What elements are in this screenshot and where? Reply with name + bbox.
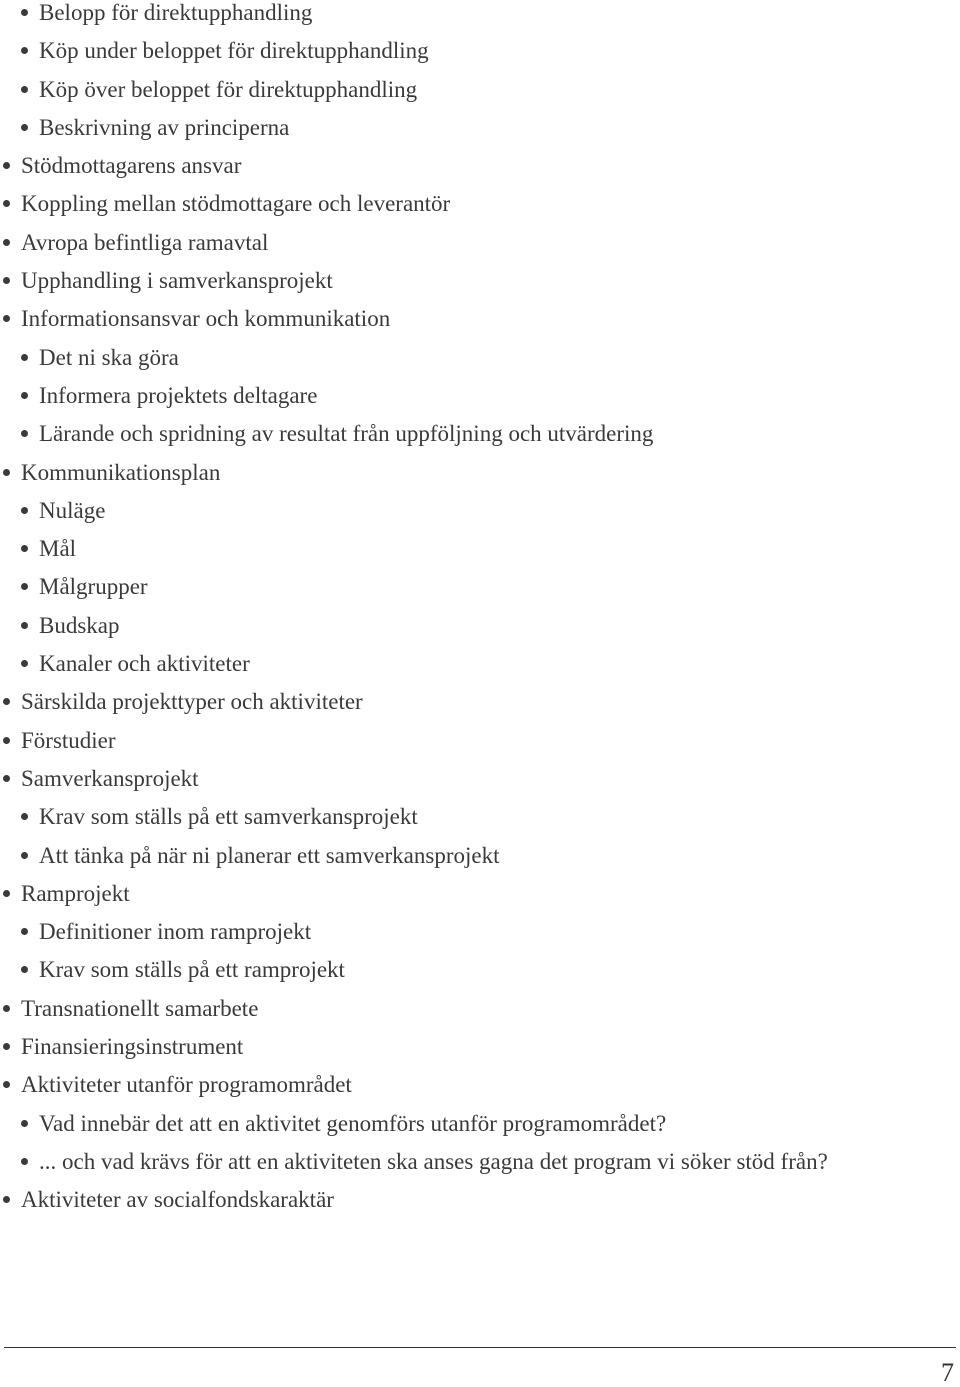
toc-subentry [0,345,940,383]
toc-entry-label: Stödmottagarens ansvar [21,153,242,179]
bullet-icon [3,775,10,782]
bullet-icon [21,928,28,935]
toc-subentry [0,613,940,651]
bullet-icon [21,430,28,437]
bullet-icon [21,966,28,973]
bullet-icon [21,1158,28,1165]
toc-subentry [0,38,940,76]
toc-entry [0,460,940,498]
toc-subentry [0,421,940,459]
toc-entry-label: Avropa befintliga ramavtal [21,229,269,255]
bullet-icon [3,737,10,744]
bullet-icon [21,622,28,629]
toc-entry-label: Finansieringsinstrument [21,1034,244,1060]
toc-subentry [0,843,940,881]
toc-entry-label: ... och vad krävs för att en aktiviteten ska anses gagna det program vi söker stöd från? [39,1148,828,1174]
toc-subentry [0,0,940,38]
toc-subentry [0,115,940,153]
toc-entry [0,268,940,306]
toc-subentry [0,536,940,574]
toc-subentry [0,1149,940,1187]
toc-entry-label: Vad innebär det att en aktivitet genomförs utanför programområdet? [39,1110,667,1136]
toc-entry-label: Förstudier [21,727,116,753]
bullet-icon [3,315,10,322]
toc-entry-label: Krav som ställs på ett ramprojekt [39,957,345,983]
toc-entry-label: Informera projektets deltagare [39,382,318,408]
toc-subentry [0,498,940,536]
bullet-icon [3,890,10,897]
toc-entry-label: Särskilda projekttyper och aktiviteter [21,689,363,715]
toc-entry-label: Aktiviteter av socialfondskaraktär [21,1187,334,1213]
toc-entry-label: Målgrupper [39,574,148,600]
toc-entry [0,1187,940,1225]
toc-subentry [0,77,940,115]
toc-entry-label: Transnationellt samarbete [21,995,259,1021]
toc-subentry [0,651,940,689]
toc-subentry [0,1111,940,1149]
toc-entry [0,689,940,727]
bullet-icon [3,277,10,284]
toc-entry-label: Kommunikationsplan [21,459,221,485]
toc-entry [0,1072,940,1110]
toc-entry-label: Ramprojekt [21,880,130,906]
toc-entry [0,728,940,766]
toc-entry-label: Definitioner inom ramprojekt [39,919,312,945]
bullet-icon [3,1081,10,1088]
bullet-icon [21,507,28,514]
toc-subentry [0,804,940,842]
toc-entry-label: Det ni ska göra [39,344,179,370]
page-number: 7 [941,1358,954,1387]
bullet-icon [3,469,10,476]
bullet-icon [3,200,10,207]
toc-subentry [0,383,940,421]
bullet-icon [21,583,28,590]
bullet-icon [21,1120,28,1127]
toc-entry-label: Mål [39,536,77,562]
toc-entry [0,1034,940,1072]
bullet-icon [21,545,28,552]
toc-entry-label: Koppling mellan stödmottagare och leverantör [21,191,451,217]
bullet-icon [21,660,28,667]
toc-entry [0,766,940,804]
bullet-icon [21,124,28,131]
toc-entry-label: Upphandling i samverkansprojekt [21,268,333,294]
toc-entry-label: Krav som ställs på ett samverkansprojekt [39,804,418,830]
bullet-icon [3,162,10,169]
toc-entry [0,153,940,191]
toc-entry-label: Kanaler och aktiviteter [39,651,250,677]
toc-entry-label: Köp under beloppet för direktupphandling [39,38,429,64]
bullet-icon [21,852,28,859]
toc-subentry [0,574,940,612]
toc-entry [0,230,940,268]
bullet-icon [21,392,28,399]
toc-entry-label: Nuläge [39,497,106,523]
toc-entry-label: Aktiviteter utanför programområdet [21,1072,352,1098]
bullet-icon [3,1043,10,1050]
toc-entry-label: Lärande och spridning av resultat från uppföljning och utvärdering [39,421,654,447]
toc-subentry [0,919,940,957]
toc-entry [0,191,940,229]
toc-entry [0,881,940,919]
bullet-icon [3,1196,10,1203]
bullet-icon [21,47,28,54]
bullet-icon [3,239,10,246]
footer-divider [4,1347,956,1348]
toc-entry-label: Att tänka på när ni planerar ett samverkansprojekt [39,842,500,868]
bullet-icon [21,813,28,820]
bullet-icon [21,354,28,361]
bullet-icon [3,698,10,705]
toc-entry-label: Informationsansvar och kommunikation [21,306,391,332]
toc-entry-label: Köp över beloppet för direktupphandling [39,76,418,102]
bullet-icon [21,86,28,93]
toc-entry [0,996,940,1034]
toc-subentry [0,957,940,995]
toc-entry-label: Belopp för direktupphandling [39,0,313,25]
toc-entry-label: Samverkansprojekt [21,765,199,791]
toc-entry-label: Beskrivning av principerna [39,114,290,140]
bullet-icon [3,1005,10,1012]
toc-entry-label: Budskap [39,612,120,638]
bullet-icon [21,9,28,16]
toc-entry [0,306,940,344]
